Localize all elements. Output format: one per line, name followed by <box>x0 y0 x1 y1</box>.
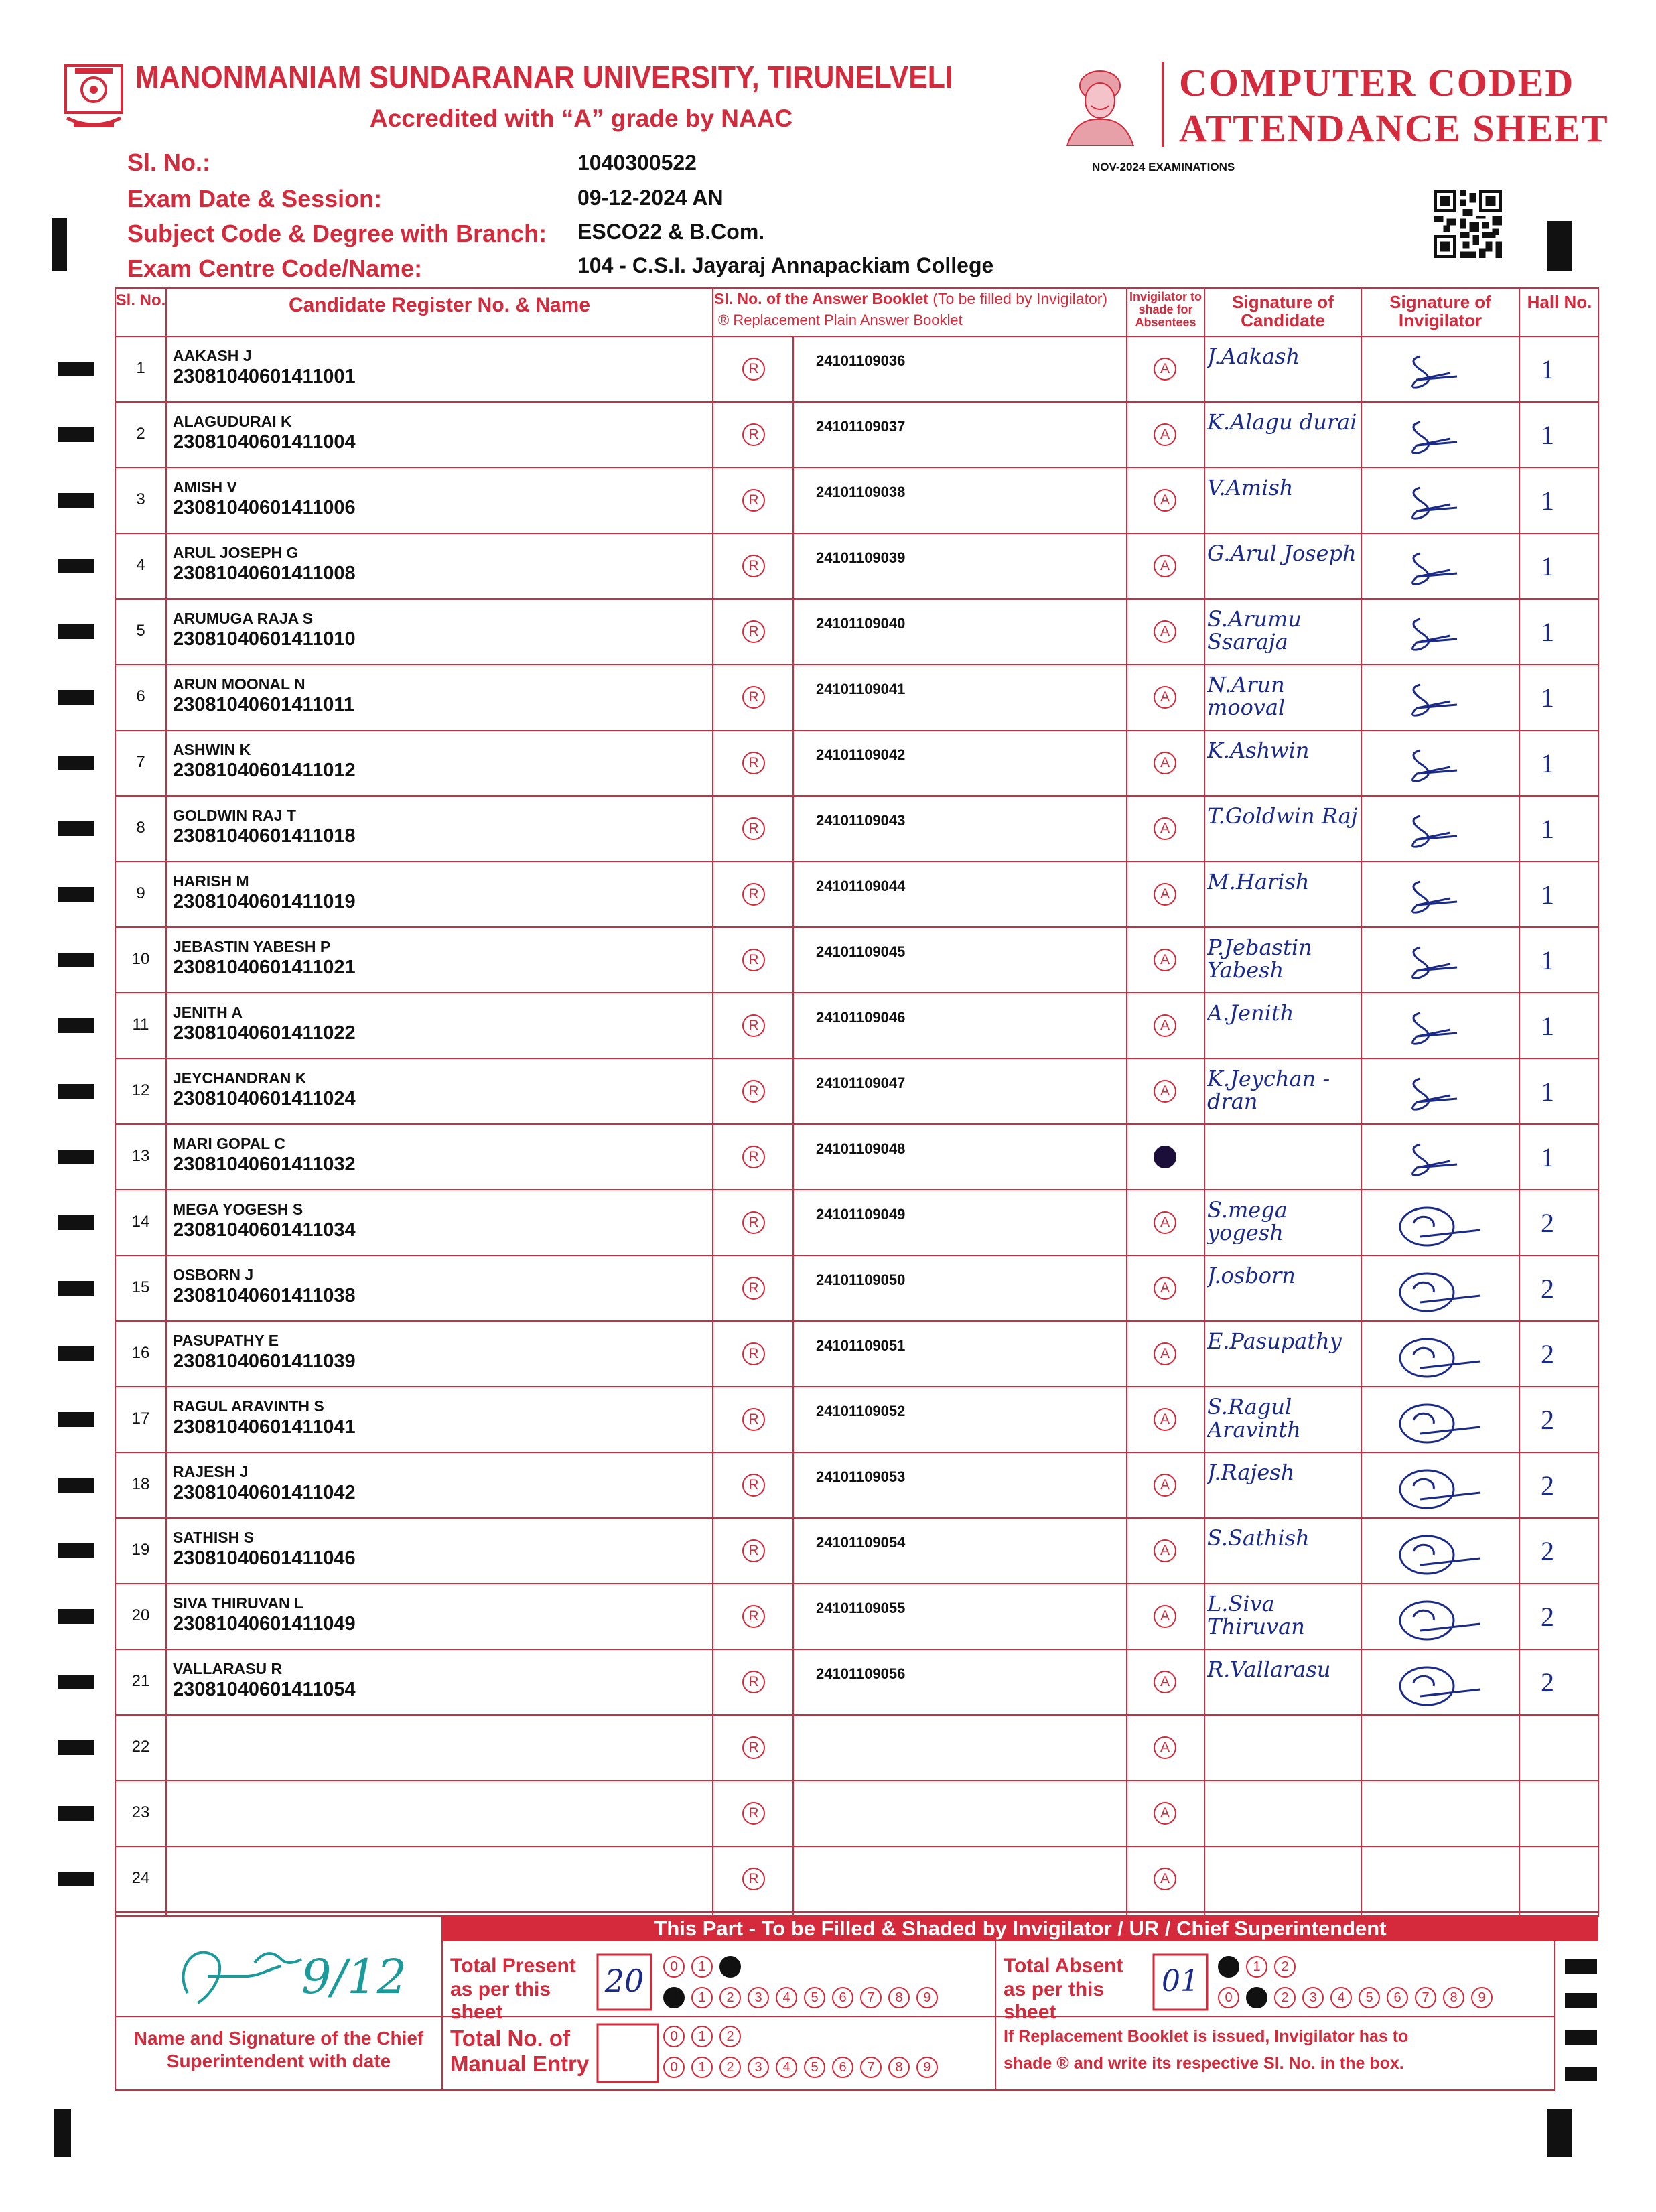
replacement-bubble[interactable]: R <box>742 883 765 906</box>
candidate-signature: T.Goldwin Raj <box>1207 805 1358 828</box>
answer-booklet-no: 24101109039 <box>816 549 906 566</box>
digit-bubble[interactable]: 0 <box>663 2026 685 2047</box>
candidate-signature: K.Jeychan -dran <box>1207 1068 1330 1113</box>
candidate-signature: S.Ragul Aravinth <box>1207 1396 1301 1442</box>
digit-bubble[interactable]: 9 <box>1471 1987 1493 2008</box>
hall-no: 1 <box>1541 945 1554 975</box>
candidate-register-no: 23081040601411018 <box>173 825 356 847</box>
candidate-name: AAKASH J <box>173 347 252 364</box>
candidate-register-no: 23081040601411008 <box>173 563 356 584</box>
replacement-bubble[interactable]: R <box>742 1211 765 1234</box>
hall-no: 2 <box>1541 1667 1554 1698</box>
replacement-bubble[interactable]: R <box>742 1736 765 1759</box>
hall-no: 1 <box>1541 420 1554 450</box>
digit-bubble[interactable]: 7 <box>860 2057 882 2078</box>
absent-bubble[interactable]: A <box>1154 883 1176 906</box>
row-sl-no: 11 <box>132 1016 149 1034</box>
col-header-candidate: Candidate Register No. & Name <box>288 294 591 316</box>
exam-date-label: Exam Date & Session: <box>127 185 383 212</box>
sl-no-value: 1040300522 <box>577 151 697 175</box>
row-sl-no: 19 <box>131 1541 150 1559</box>
replacement-bubble[interactable]: R <box>742 1868 765 1890</box>
candidate-signature: E.Pasupathy <box>1207 1330 1342 1353</box>
candidate-signature: S.Sathish <box>1207 1527 1310 1550</box>
absent-bubble[interactable]: A <box>1154 1408 1176 1431</box>
replacement-bubble[interactable]: R <box>742 817 765 840</box>
absent-bubble[interactable]: A <box>1154 358 1176 381</box>
booklet-replacement-note: ® Replacement Plain Answer Booklet <box>718 312 963 328</box>
row-sl-no: 4 <box>136 556 145 574</box>
digit-bubble[interactable]: 9 <box>916 1987 938 2008</box>
candidate-signature: J.Rajesh <box>1207 1462 1295 1484</box>
candidate-register-no: 23081040601411034 <box>173 1219 356 1241</box>
absent-bubble[interactable]: A <box>1154 1868 1176 1890</box>
subject-label: Subject Code & Degree with Branch: <box>127 220 547 247</box>
row-sl-no: 5 <box>136 622 145 640</box>
answer-booklet-no: 24101109047 <box>816 1075 906 1091</box>
answer-booklet-no: 24101109053 <box>816 1468 906 1485</box>
absent-bubble[interactable]: A <box>1154 817 1176 840</box>
subject-value: ESCO22 & B.Com. <box>577 220 765 244</box>
digit-bubble[interactable]: 3 <box>748 2057 769 2078</box>
candidate-register-no: 23081040601411054 <box>173 1679 356 1700</box>
candidate-name: ARUN MOONAL N <box>173 675 305 693</box>
candidate-signature: K.Ashwin <box>1207 740 1310 762</box>
candidate-signature: N.Arun mooval <box>1207 674 1286 719</box>
answer-booklet-no: 24101109036 <box>816 352 906 369</box>
digit-bubble[interactable]: 8 <box>1443 1987 1464 2008</box>
answer-booklet-no: 24101109055 <box>816 1600 906 1616</box>
candidate-name: OSBORN J <box>173 1266 254 1284</box>
col-header-sig-invigilator: Signature of Invigilator <box>1389 292 1491 331</box>
digit-bubble[interactable]: 1 <box>1246 1987 1267 2008</box>
candidate-register-no: 23081040601411001 <box>173 366 356 387</box>
candidate-signature: G.Arul Joseph <box>1207 543 1357 565</box>
answer-booklet-no: 24101109051 <box>816 1337 906 1354</box>
chief-superintendent-label: Name and Signature of the Chief Superintendent with date <box>133 2028 424 2071</box>
row-sl-no: 2 <box>136 425 145 443</box>
answer-booklet-no: 24101109041 <box>816 681 906 697</box>
digit-bubble[interactable]: 2 <box>719 2026 741 2047</box>
digit-bubble[interactable]: 5 <box>804 1987 825 2008</box>
candidate-name: RAGUL ARAVINTH S <box>173 1397 324 1415</box>
exam-label: NOV-2024 EXAMINATIONS <box>1092 161 1235 174</box>
digit-bubble[interactable]: 4 <box>776 1987 797 2008</box>
hall-no: 2 <box>1541 1536 1554 1566</box>
replacement-bubble[interactable]: R <box>742 1014 765 1037</box>
replacement-bubble[interactable]: R <box>742 949 765 971</box>
candidate-register-no: 23081040601411038 <box>173 1285 356 1306</box>
candidate-register-no: 23081040601411011 <box>173 694 354 715</box>
row-sl-no: 22 <box>131 1738 150 1756</box>
sheet-title-line2: ATTENDANCE SHEET <box>1179 107 1609 150</box>
digit-bubble[interactable]: 0 <box>663 2057 685 2078</box>
absent-bubble[interactable]: A <box>1154 620 1176 643</box>
answer-booklet-no: 24101109049 <box>816 1206 906 1223</box>
hall-no: 2 <box>1541 1339 1554 1369</box>
row-sl-no: 12 <box>131 1081 150 1099</box>
row-sl-no: 6 <box>136 687 145 705</box>
absent-bubble[interactable]: A <box>1154 1277 1176 1300</box>
digit-bubble[interactable]: 6 <box>832 1987 853 2008</box>
replacement-bubble[interactable]: R <box>742 1080 765 1103</box>
digit-bubble[interactable]: 6 <box>832 2057 853 2078</box>
replacement-bubble[interactable]: R <box>742 489 765 512</box>
candidate-name: JENITH A <box>173 1004 243 1021</box>
row-sl-no: 16 <box>131 1344 150 1362</box>
col-header-absent: Invigilator to shade for Absentees <box>1129 290 1202 329</box>
digit-bubble[interactable]: 0 <box>663 1987 685 2008</box>
candidate-name: GOLDWIN RAJ T <box>173 807 296 824</box>
digit-bubble[interactable]: 1 <box>691 2057 713 2078</box>
digit-bubble[interactable]: 4 <box>776 2057 797 2078</box>
replacement-bubble[interactable]: R <box>742 358 765 381</box>
university-title: MANONMANIAM SUNDARANAR UNIVERSITY, TIRUNELVELI <box>135 60 953 94</box>
candidate-register-no: 23081040601411039 <box>173 1351 356 1372</box>
hall-no: 1 <box>1541 551 1554 581</box>
chief-signature-date: 9/12 <box>301 1949 407 2004</box>
candidate-name: VALLARASU R <box>173 1660 283 1677</box>
digit-bubble[interactable]: 9 <box>916 2057 938 2078</box>
absent-bubble[interactable]: A <box>1154 489 1176 512</box>
hall-no: 1 <box>1541 748 1554 778</box>
digit-bubble[interactable]: 1 <box>691 2026 713 2047</box>
absent-bubble[interactable]: A <box>1154 1014 1176 1037</box>
absent-bubble[interactable]: A <box>1154 1539 1176 1562</box>
total-absent-label: Total Absent as per this sheet <box>1004 1955 1123 2023</box>
hall-no: 1 <box>1541 1077 1554 1107</box>
absent-bubble[interactable]: A <box>1154 1736 1176 1759</box>
candidate-register-no: 23081040601411024 <box>173 1088 356 1109</box>
row-sl-no: 1 <box>136 359 145 377</box>
candidate-signature: K.Alagu durai <box>1207 411 1357 434</box>
candidate-register-no: 23081040601411019 <box>173 891 356 912</box>
candidate-name: SIVA THIRUVAN L <box>173 1594 304 1612</box>
candidate-name: SATHISH S <box>173 1529 254 1546</box>
digit-bubble[interactable]: 1 <box>691 1956 713 1978</box>
replacement-bubble[interactable]: R <box>742 1277 765 1300</box>
chief-signature <box>167 1929 435 2010</box>
absent-bubble[interactable]: A <box>1154 752 1176 774</box>
replacement-bubble[interactable]: R <box>742 1146 765 1168</box>
candidate-register-no: 23081040601411032 <box>173 1154 356 1175</box>
centre-label: Exam Centre Code/Name: <box>127 255 423 282</box>
replacement-bubble[interactable]: R <box>742 423 765 446</box>
candidate-signature: S.Arumu Ssaraja <box>1207 608 1302 654</box>
answer-booklet-no: 24101109045 <box>816 943 906 960</box>
replacement-bubble[interactable]: R <box>742 555 765 577</box>
row-sl-no: 7 <box>136 753 145 771</box>
hall-no: 1 <box>1541 683 1554 713</box>
row-sl-no: 18 <box>131 1475 150 1493</box>
replacement-bubble[interactable]: R <box>742 1474 765 1497</box>
digit-bubble[interactable]: 7 <box>1415 1987 1436 2008</box>
hall-no: 2 <box>1541 1470 1554 1501</box>
absent-bubble[interactable]: A <box>1154 949 1176 971</box>
row-sl-no: 24 <box>131 1869 150 1887</box>
candidate-signature: V.Amish <box>1207 477 1294 500</box>
digit-bubble[interactable]: 0 <box>1218 1987 1239 2008</box>
hall-no: 2 <box>1541 1273 1554 1304</box>
row-sl-no: 9 <box>136 884 145 902</box>
row-sl-no: 23 <box>131 1803 150 1821</box>
hall-no: 2 <box>1541 1405 1554 1435</box>
replacement-bubble[interactable]: R <box>742 1408 765 1431</box>
absent-bubble[interactable]: A <box>1154 555 1176 577</box>
answer-booklet-no: 24101109038 <box>816 484 906 500</box>
replacement-bubble[interactable]: R <box>742 620 765 643</box>
digit-bubble[interactable]: 1 <box>1246 1956 1267 1978</box>
absent-bubble[interactable]: A <box>1154 1671 1176 1693</box>
digit-bubble[interactable]: 2 <box>719 2057 741 2078</box>
candidate-register-no: 23081040601411021 <box>173 957 356 978</box>
candidate-register-no: 23081040601411049 <box>173 1613 356 1635</box>
digit-bubble[interactable]: 0 <box>663 1956 685 1978</box>
candidate-name: ASHWIN K <box>173 741 251 758</box>
candidate-register-no: 23081040601411022 <box>173 1022 356 1044</box>
exam-date-value: 09-12-2024 AN <box>577 186 723 210</box>
candidate-name: JEBASTIN YABESH P <box>173 938 331 955</box>
digit-bubble[interactable]: 2 <box>1274 1987 1296 2008</box>
candidate-name: ALAGUDURAI K <box>173 413 292 430</box>
sheet-title-line1: COMPUTER CODED <box>1179 61 1575 105</box>
replacement-bubble[interactable]: R <box>742 1539 765 1562</box>
replacement-bubble[interactable]: R <box>742 1342 765 1365</box>
booklet-note: (To be filled by Invigilator) <box>933 290 1108 307</box>
row-sl-no: 15 <box>131 1278 150 1296</box>
absent-bubble[interactable]: A <box>1154 1080 1176 1103</box>
absent-bubble[interactable]: A <box>1154 686 1176 709</box>
total-present-label: Total Present as per this sheet <box>450 1955 576 2023</box>
candidate-register-no: 23081040601411004 <box>173 431 356 453</box>
hall-no: 2 <box>1541 1602 1554 1632</box>
candidate-signature: R.Vallarasu <box>1207 1659 1331 1681</box>
replacement-bubble[interactable]: R <box>742 752 765 774</box>
candidate-signature: L.Siva Thiruvan <box>1207 1593 1305 1639</box>
candidate-name: ARUL JOSEPH G <box>173 544 299 561</box>
centre-value: 104 - C.S.I. Jayaraj Annapackiam College <box>577 253 994 277</box>
absent-bubble[interactable]: A <box>1154 1802 1176 1825</box>
candidate-name: HARISH M <box>173 872 249 890</box>
answer-booklet-no: 24101109044 <box>816 878 906 894</box>
answer-booklet-no: 24101109037 <box>816 418 906 435</box>
row-sl-no: 8 <box>136 819 145 837</box>
replacement-bubble[interactable]: R <box>742 1802 765 1825</box>
booklet-title: Sl. No. of the Answer Booklet <box>714 290 928 307</box>
digit-bubble[interactable]: 7 <box>860 1987 882 2008</box>
absent-bubble[interactable]: A <box>1154 1342 1176 1365</box>
candidate-name: JEYCHANDRAN K <box>173 1069 307 1087</box>
candidate-name: PASUPATHY E <box>173 1332 279 1349</box>
candidate-signature: J.osborn <box>1207 1265 1296 1288</box>
candidate-signature: J.Aakash <box>1207 346 1300 368</box>
row-sl-no: 20 <box>131 1606 150 1625</box>
digit-bubble[interactable]: 1 <box>691 1987 713 2008</box>
footer-band-title: This Part - To be Filled & Shaded by Invigilator / UR / Chief Superintendent <box>442 1916 1598 1941</box>
replacement-note-line2: shade ® and write its respective Sl. No. in the box. <box>1004 2054 1404 2073</box>
absent-bubble[interactable]: A <box>1154 1146 1176 1168</box>
row-sl-no: 17 <box>131 1409 150 1428</box>
digit-bubble[interactable]: 2 <box>719 1987 741 2008</box>
sl-no-label: Sl. No.: <box>127 149 210 176</box>
answer-booklet-no: 24101109054 <box>816 1534 906 1551</box>
answer-booklet-no: 24101109050 <box>816 1271 906 1288</box>
col-header-sl: Sl. No. <box>115 291 166 309</box>
hall-no: 1 <box>1541 1142 1554 1172</box>
digit-bubble[interactable]: 0 <box>1218 1956 1239 1978</box>
candidate-register-no: 23081040601411041 <box>173 1416 356 1438</box>
digit-bubble[interactable]: 3 <box>1302 1987 1324 2008</box>
answer-booklet-no: 24101109046 <box>816 1009 906 1026</box>
absent-bubble[interactable]: A <box>1154 1474 1176 1497</box>
hall-no: 1 <box>1541 880 1554 910</box>
row-sl-no: 14 <box>131 1213 150 1231</box>
answer-booklet-no: 24101109043 <box>816 812 906 829</box>
col-header-hall: Hall No. <box>1527 292 1592 312</box>
hall-no: 1 <box>1541 486 1554 516</box>
candidate-name: MEGA YOGESH S <box>173 1200 303 1218</box>
replacement-bubble[interactable]: R <box>742 686 765 709</box>
hall-no: 1 <box>1541 617 1554 647</box>
row-sl-no: 3 <box>136 490 145 508</box>
candidate-signature: A.Jenith <box>1207 1002 1294 1025</box>
digit-bubble[interactable]: 3 <box>748 1987 769 2008</box>
hall-no: 1 <box>1541 354 1554 385</box>
candidate-signature: P.Jebastin Yabesh <box>1207 937 1312 982</box>
digit-bubble[interactable]: 5 <box>1359 1987 1380 2008</box>
replacement-note-line1: If Replacement Booklet is issued, Invigilator has to <box>1004 2027 1409 2046</box>
candidate-register-no: 23081040601411012 <box>173 760 356 781</box>
candidate-register-no: 23081040601411042 <box>173 1482 356 1503</box>
candidate-register-no: 23081040601411010 <box>173 628 356 650</box>
row-sl-no: 21 <box>131 1672 150 1690</box>
answer-booklet-no: 24101109042 <box>816 746 906 763</box>
replacement-bubble[interactable]: R <box>742 1671 765 1693</box>
digit-bubble[interactable]: 5 <box>804 2057 825 2078</box>
hall-no: 1 <box>1541 814 1554 844</box>
candidate-register-no: 23081040601411006 <box>173 497 356 519</box>
answer-booklet-no: 24101109052 <box>816 1403 906 1420</box>
hall-no: 2 <box>1541 1208 1554 1238</box>
row-sl-no: 13 <box>131 1147 150 1165</box>
candidate-name: AMISH V <box>173 478 237 496</box>
digit-bubble[interactable]: 4 <box>1330 1987 1352 2008</box>
digit-bubble[interactable]: 2 <box>719 1956 741 1978</box>
total-absent-value: 01 <box>1162 1964 1199 1998</box>
replacement-bubble[interactable]: R <box>742 1605 765 1628</box>
col-header-sig-candidate: Signature of Candidate <box>1232 292 1334 331</box>
row-sl-no: 10 <box>131 950 150 968</box>
candidate-name: MARI GOPAL C <box>173 1135 285 1152</box>
accreditation-text: Accredited with “A” grade by NAAC <box>370 105 793 132</box>
candidate-register-no: 23081040601411046 <box>173 1547 356 1569</box>
absent-bubble[interactable]: A <box>1154 1211 1176 1234</box>
candidate-name: ARUMUGA RAJA S <box>173 610 314 627</box>
answer-booklet-no: 24101109048 <box>816 1140 906 1157</box>
manual-entry-label: Total No. of Manual Entry <box>450 2026 590 2076</box>
candidate-signature: M.Harish <box>1207 871 1310 894</box>
digit-bubble[interactable]: 8 <box>888 1987 910 2008</box>
total-present-value: 20 <box>604 1963 644 1999</box>
hall-no: 1 <box>1541 1011 1554 1041</box>
candidate-signature: S.mega yogesh <box>1207 1199 1288 1245</box>
answer-booklet-no: 24101109040 <box>816 615 906 632</box>
answer-booklet-no: 24101109056 <box>816 1665 906 1682</box>
digit-bubble[interactable]: 6 <box>1387 1987 1408 2008</box>
absent-bubble[interactable]: A <box>1154 423 1176 446</box>
digit-bubble[interactable]: 2 <box>1274 1956 1296 1978</box>
candidate-name: RAJESH J <box>173 1463 249 1480</box>
digit-bubble[interactable]: 8 <box>888 2057 910 2078</box>
absent-bubble[interactable]: A <box>1154 1605 1176 1628</box>
